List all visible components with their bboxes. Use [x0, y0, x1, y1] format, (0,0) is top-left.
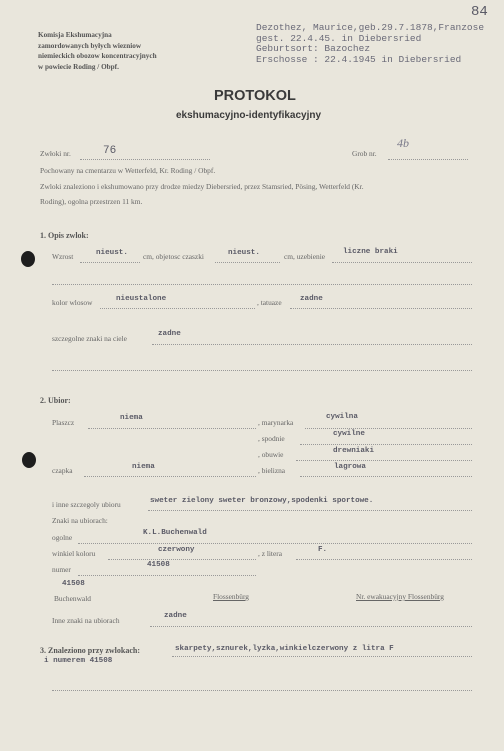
kolor-value: nieustalone — [116, 295, 167, 303]
znaleziono-value-2: i numerem 41508 — [44, 657, 113, 665]
punch-hole — [21, 251, 35, 267]
buchenwald-label: Buchenwald — [54, 594, 91, 603]
bielizna-label: , bielizna — [258, 466, 286, 475]
inne-znaki-label: Inne znaki na ubiorach — [52, 616, 120, 625]
org-line: niemieckich obozow koncentracyjnych — [38, 52, 157, 60]
tatuaze-value: zadne — [300, 295, 323, 303]
inne-label: i inne szczegoly ubioru — [52, 500, 121, 509]
typed-line: Erschosse : 22.4.1945 in Diebersried — [256, 53, 462, 65]
numer-label: numer — [52, 565, 71, 574]
typed-line: Geburtsort: Bazochez — [256, 43, 371, 55]
plaszcz-label: Plaszcz — [52, 418, 75, 427]
grob-label: Grob nr. — [352, 149, 377, 158]
winkiel-value: czerwony — [158, 546, 195, 554]
znaki-na-ubiorach-label: Znaki na ubiorach: — [52, 516, 108, 525]
znaleziono-text-2: Roding), ogolna przestrzen 11 km. — [40, 197, 143, 206]
flossenburg-label: Flossenbürg — [213, 592, 250, 601]
litera-value: F. — [318, 546, 328, 554]
spodnie-label: , spodnie — [258, 434, 285, 443]
cm-uzebienie-label: cm, uzebienie — [284, 252, 326, 261]
org-header — [38, 30, 157, 72]
org-line: zamordowanych byłych wiezniow — [38, 41, 142, 50]
czaszka-value: nieust. — [228, 249, 260, 257]
inne-znaki-value: zadne — [164, 612, 187, 620]
grob-value: 4b — [397, 136, 409, 150]
punch-hole — [22, 452, 36, 468]
typed-line: Dezothez, Maurice,geb.29.7.1878,Franzose — [256, 22, 485, 33]
typed-line: gest. 22.4.45. in Diebersried — [256, 32, 422, 44]
czapka-value: niema — [132, 463, 155, 471]
znaki-label: szczegolne znaki na ciele — [52, 334, 127, 343]
znaki-value: zadne — [158, 330, 181, 338]
kolor-label: kolor wlosow — [52, 298, 93, 307]
ogolne-label: ogolne — [52, 533, 73, 542]
spodnie-value: cywilne — [333, 430, 365, 438]
czapka-label: czapka — [52, 466, 73, 475]
znaleziono-text-1: Zwloki znaleziono i ekshumowano przy drodze miedzy Diebersried, przez Stamsried, Pösing, Wetterfeld (Kr. — [40, 182, 364, 191]
buchenwald-number: 41508 — [62, 580, 85, 588]
ubior-heading: 2. Ubior: — [40, 396, 71, 405]
pochowany-text: Pochowany na cmentarzu w Wetterfeld, Kr. Roding / Obpf. — [40, 166, 216, 175]
marynarka-label: , marynarka — [258, 418, 294, 427]
inne-value: sweter zielony sweter bronzowy,spodenki sportowe. — [150, 497, 374, 505]
bielizna-value: lagrowa — [334, 463, 366, 471]
znaleziono-heading: 3. Znaleziono przy zwlokach: — [40, 646, 140, 655]
org-line: Komisja Ekshumacyjna — [38, 31, 112, 39]
page-title: PROTOKOL — [214, 88, 296, 104]
cm-objetosc-label: cm, objetosc czaszki — [143, 252, 204, 261]
obuwie-label: , obuwie — [258, 450, 284, 459]
znaleziono-value-1: skarpety,sznurek,lyzka,winkielczerwony z litra F — [175, 645, 394, 653]
obuwie-value: drewniaki — [333, 447, 375, 455]
opis-heading: 1. Opis zwlok: — [40, 231, 89, 240]
typed-header — [256, 23, 484, 65]
wzrost-label: Wzrost — [52, 252, 74, 261]
marynarka-value: cywilna — [326, 413, 358, 421]
zwloki-value: 76 — [103, 145, 117, 157]
ewakuacyjny-label: Nr. ewakuacyjny Flossenbürg — [356, 592, 444, 601]
page-subtitle: ekshumacyjno-identyfikacyjny — [176, 110, 322, 121]
wzrost-value: nieust. — [96, 249, 128, 257]
org-line: w powiecie Roding / Obpf. — [38, 62, 119, 71]
tatuaze-label: , tatuaze — [257, 298, 282, 307]
uzebienie-value: liczne braki — [343, 248, 398, 256]
litera-label: , z litera — [258, 549, 283, 558]
zwloki-label: Zwłoki nr. — [40, 149, 71, 158]
numer-value: 41508 — [147, 561, 170, 569]
ogolne-value: K.L.Buchenwald — [143, 529, 207, 537]
winkiel-label: winkiel koloru — [52, 549, 96, 558]
plaszcz-value: niema — [120, 414, 143, 422]
page-number: 84 — [471, 4, 488, 20]
